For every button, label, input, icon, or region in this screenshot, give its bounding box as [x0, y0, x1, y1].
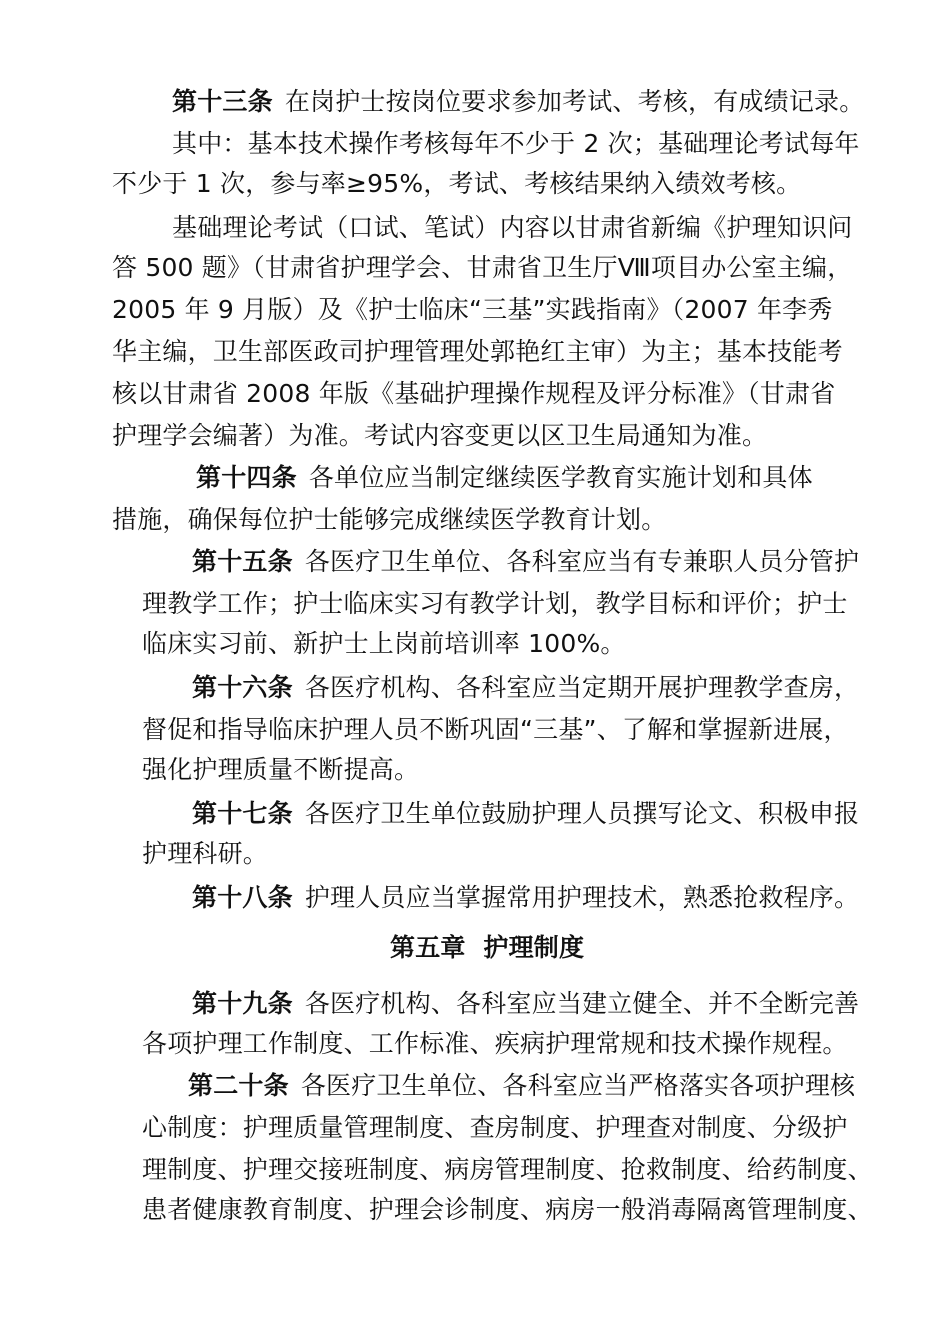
article-number: 第十六条: [192, 673, 293, 702]
article-text: 各医疗卫生单位、各科室应当严格落实各项护理核: [300, 1071, 856, 1100]
text-line: 各项护理工作制度、工作标准、疾病护理常规和技术操作规程。: [142, 1029, 848, 1058]
article-text: 各单位应当制定继续医学教育实施计划和具体: [308, 463, 813, 492]
text-line: [192, 880, 859, 916]
text-line: 其中：基本技术操作考核每年不少于 2 次；基础理论考试每年: [172, 129, 860, 158]
text-line: 督促和指导临床护理人员不断巩固“三基”、了解和掌握新进展，: [142, 715, 849, 744]
article-number: 第十七条: [192, 799, 293, 828]
text-line: 强化护理质量不断提高。: [142, 755, 420, 784]
text-line: 核以甘肃省 2008 年版《基础护理操作规程及评分标准》（甘肃省: [112, 379, 836, 408]
text-line: 患者健康教育制度、护理会诊制度、病房一般消毒隔离管理制度、: [142, 1195, 873, 1224]
article-text: 各医疗机构、各科室应当定期开展护理教学查房，: [304, 673, 860, 702]
article-number: 第十三条: [172, 87, 273, 116]
article-number: 第十五条: [192, 547, 293, 576]
text-line: 2005 年 9 月版）及《护士临床“三基”实践指南》（2007 年李秀: [112, 295, 833, 324]
text-line: 护理学会编著）为准。考试内容变更以区卫生局通知为准。: [112, 421, 768, 450]
text-line: [188, 1068, 855, 1104]
text-line: 答 500 题》（甘肃省护理学会、甘肃省卫生厅Ⅷ项目办公室主编，: [112, 253, 853, 282]
article-text: 护理人员应当掌握常用护理技术，熟悉抢救程序。: [304, 883, 860, 912]
text-line: 基础理论考试（口试、笔试）内容以甘肃省新编《护理知识问: [172, 213, 853, 242]
article-number: 第二十条: [188, 1071, 289, 1100]
text-line: 华主编，卫生部医政司护理管理处郭艳红主审）为主；基本技能考: [112, 337, 843, 366]
text-line: 临床实习前、新护士上岗前培训率 100%。: [142, 629, 626, 658]
text-line: 措施，确保每位护士能够完成继续医学教育计划。: [112, 505, 667, 534]
text-line: [172, 84, 864, 120]
chapter-heading: 第五章 护理制度: [390, 933, 585, 962]
text-line: 理教学工作；护士临床实习有教学计划，教学目标和评价；护士: [142, 589, 848, 618]
text-line: 心制度：护理质量管理制度、查房制度、护理查对制度、分级护: [142, 1113, 848, 1142]
text-line: [192, 544, 859, 580]
text-line: [192, 670, 859, 706]
text-line: [192, 986, 859, 1022]
text-line: [196, 460, 813, 496]
article-text: 在岗护士按岗位要求参加考试、考核，有成绩记录。: [284, 87, 865, 116]
article-text: 各医疗机构、各科室应当建立健全、并不全断完善: [304, 989, 860, 1018]
article-number: 第十四条: [196, 463, 297, 492]
text-line: [192, 796, 859, 832]
article-text: 各医疗卫生单位、各科室应当有专兼职人员分管护: [304, 547, 860, 576]
text-line: 理制度、护理交接班制度、病房管理制度、抢救制度、给药制度、: [142, 1155, 873, 1184]
article-text: 各医疗卫生单位鼓励护理人员撰写论文、积极申报: [304, 799, 860, 828]
article-number: 第十八条: [192, 883, 293, 912]
text-line: 护理科研。: [142, 839, 269, 868]
article-number: 第十九条: [192, 989, 293, 1018]
text-line: 不少于 1 次，参与率≥95%，考试、考核结果纳入绩效考核。: [112, 169, 802, 198]
